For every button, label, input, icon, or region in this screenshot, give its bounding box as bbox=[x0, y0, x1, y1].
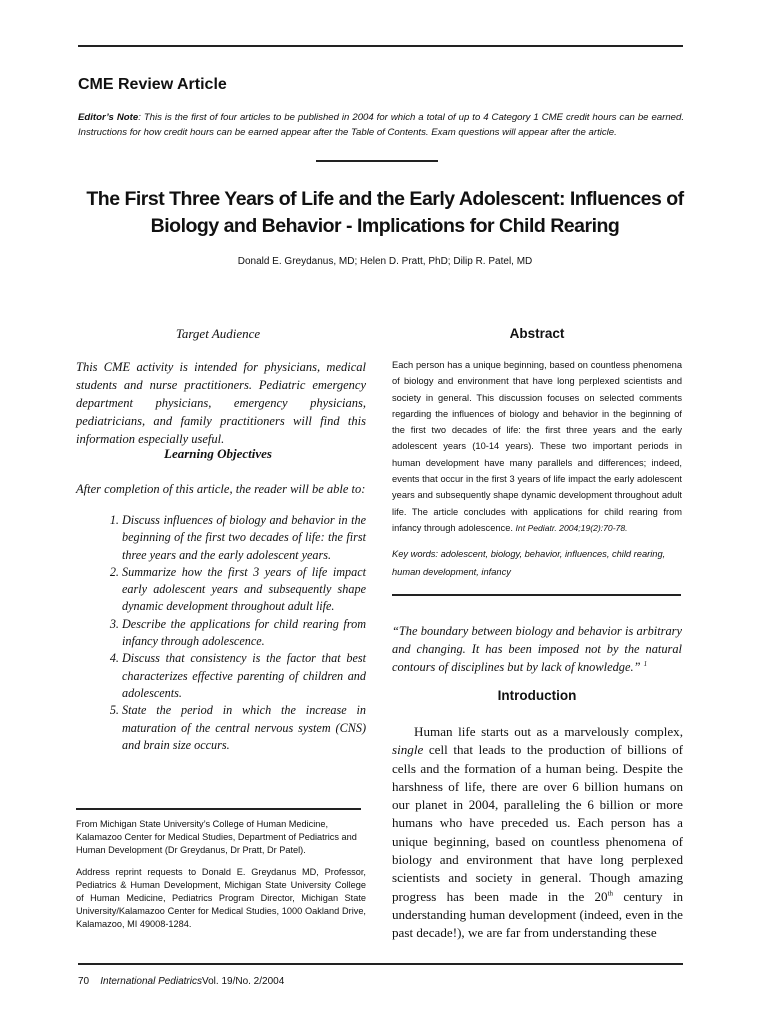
introduction-paragraph bbox=[392, 723, 683, 943]
abstract-body: Each person has a unique beginning, based on countless phenomena of biology and environment that have long perplexed scientists and society in general. This discussion focuses on selected comments regarding the influences of biology and behavior in the beginning of the first two decades of life: the first three years and the early adolescent years (10-14 years). These two important periods in human development have many parallels and differences; indeed, events that occur in the first 3 years of life impact the early adolescent years and subsequently shape dynamic development throughout adult life. The article concludes with applications for child rearing from infancy through adolescence. bbox=[392, 360, 682, 533]
editors-note bbox=[78, 110, 684, 140]
objective-item: 1. Discuss influences of biology and behavior in the beginning of the first two decades of life: the first three years and the early adolescent years. bbox=[122, 512, 366, 564]
learning-objectives-list bbox=[76, 512, 366, 754]
footer-rule bbox=[78, 963, 683, 965]
journal-issue: Vol. 19/No. 2/2004 bbox=[201, 976, 285, 987]
intro-text-1: Human life starts out as a marvelously complex, bbox=[414, 724, 683, 739]
author-list: Donald E. Greydanus, MD; Helen D. Pratt, PhD; Dilip R. Patel, MD bbox=[237, 256, 533, 267]
intro-text-2: cell that leads to the production of billions of cells and the formation of a human being. Despite the harshness of life, there are over 6 billion humans on our planet in 2004, paralleling the 6 billion or more humans who have preceded us. Each person has a unique beginning, based on countless phenomena of biology and environment that have long perplexed scientists and society in general. Though amazing progress has been made in the 20 bbox=[392, 742, 683, 904]
target-audience-text: This CME activity is intended for physicians, medical students and nurse practitioners. Pediatric emergency department physicians, emergency physicians, pediatricians, and family practitioners will find this information especially useful. bbox=[76, 360, 366, 446]
separator-rule bbox=[316, 160, 438, 162]
abstract-citation: Int Pediatr. 2004;19(2):70-78. bbox=[515, 522, 628, 533]
page-footer bbox=[78, 976, 284, 987]
top-rule bbox=[78, 45, 683, 47]
objective-item: 2. Summarize how the first 3 years of life impact early adolescent years and subsequently shape dynamic development throughout adult life. bbox=[122, 564, 366, 616]
quote-reference: 1 bbox=[643, 659, 648, 668]
article-title: The First Three Years of Life and the Early Adolescent: Influences of Biology and Behavior - Implications for Child Rearing bbox=[86, 188, 684, 237]
page-number: 70 bbox=[78, 976, 90, 987]
objective-item: 3. Describe the applications for child rearing from infancy through adolescence. bbox=[122, 616, 366, 651]
intro-emphasis: single bbox=[392, 742, 424, 758]
abstract-heading: Abstract bbox=[509, 326, 565, 341]
article-type-label: CME Review Article bbox=[78, 76, 227, 93]
learning-objectives-intro: After completion of this article, the reader will be able to: bbox=[76, 482, 366, 496]
editors-note-label: Editor’s Note bbox=[78, 112, 139, 123]
affiliation-rule bbox=[76, 808, 361, 810]
objective-item: 5. State the period in which the increase in maturation of the central nervous system (CNS) and brain size occurs. bbox=[122, 702, 366, 754]
abstract-end-rule bbox=[392, 594, 681, 596]
objective-item: 4. Discuss that consistency is the factor that best characterizes effective parenting of children and adolescents. bbox=[122, 650, 366, 702]
abstract-text bbox=[392, 357, 682, 536]
keywords: Key words: adolescent, biology, behavior, influences, child rearing, human development, infancy bbox=[392, 549, 666, 577]
journal-name: International Pediatrics bbox=[100, 976, 202, 987]
reprint-address: Address reprint requests to Donald E. Greydanus MD, Professor, Pediatrics & Human Development, Michigan State University College of Human Medicine, Pediatrics Program Director, Michigan State University/Kalamazoo Center for Medical Studies, 1000 Oakland Drive, Kalamazoo, MI 49008-1284. bbox=[76, 867, 366, 929]
target-audience-heading: Target Audience bbox=[175, 326, 261, 341]
epigraph-quote bbox=[392, 622, 682, 676]
learning-objectives-heading: Learning Objectives bbox=[164, 446, 272, 461]
quote-text: “The boundary between biology and behavior is arbitrary and changing. It has been imposed not by the natural contours of disciplines but by lack of knowledge.” bbox=[392, 624, 682, 674]
author-affiliation: From Michigan State University’s College of Human Medicine, Kalamazoo Center for Medical Studies, Department of Pediatrics and Human Development (Dr Greydanus, Dr Pratt, Dr Patel). bbox=[76, 819, 357, 855]
intro-superscript: th bbox=[607, 889, 614, 898]
introduction-heading: Introduction bbox=[497, 688, 577, 703]
editors-note-text: : This is the first of four articles to be published in 2004 for which a total of up to 4 Category 1 CME credit hours can be earned. Instructions for how credit hours can be earned appear after the Table of Contents. Exam questions will appear after the article. bbox=[78, 112, 684, 138]
intro-text-3: century in understanding human development (indeed, even in the past decade!), we are far from understanding these bbox=[392, 888, 683, 941]
